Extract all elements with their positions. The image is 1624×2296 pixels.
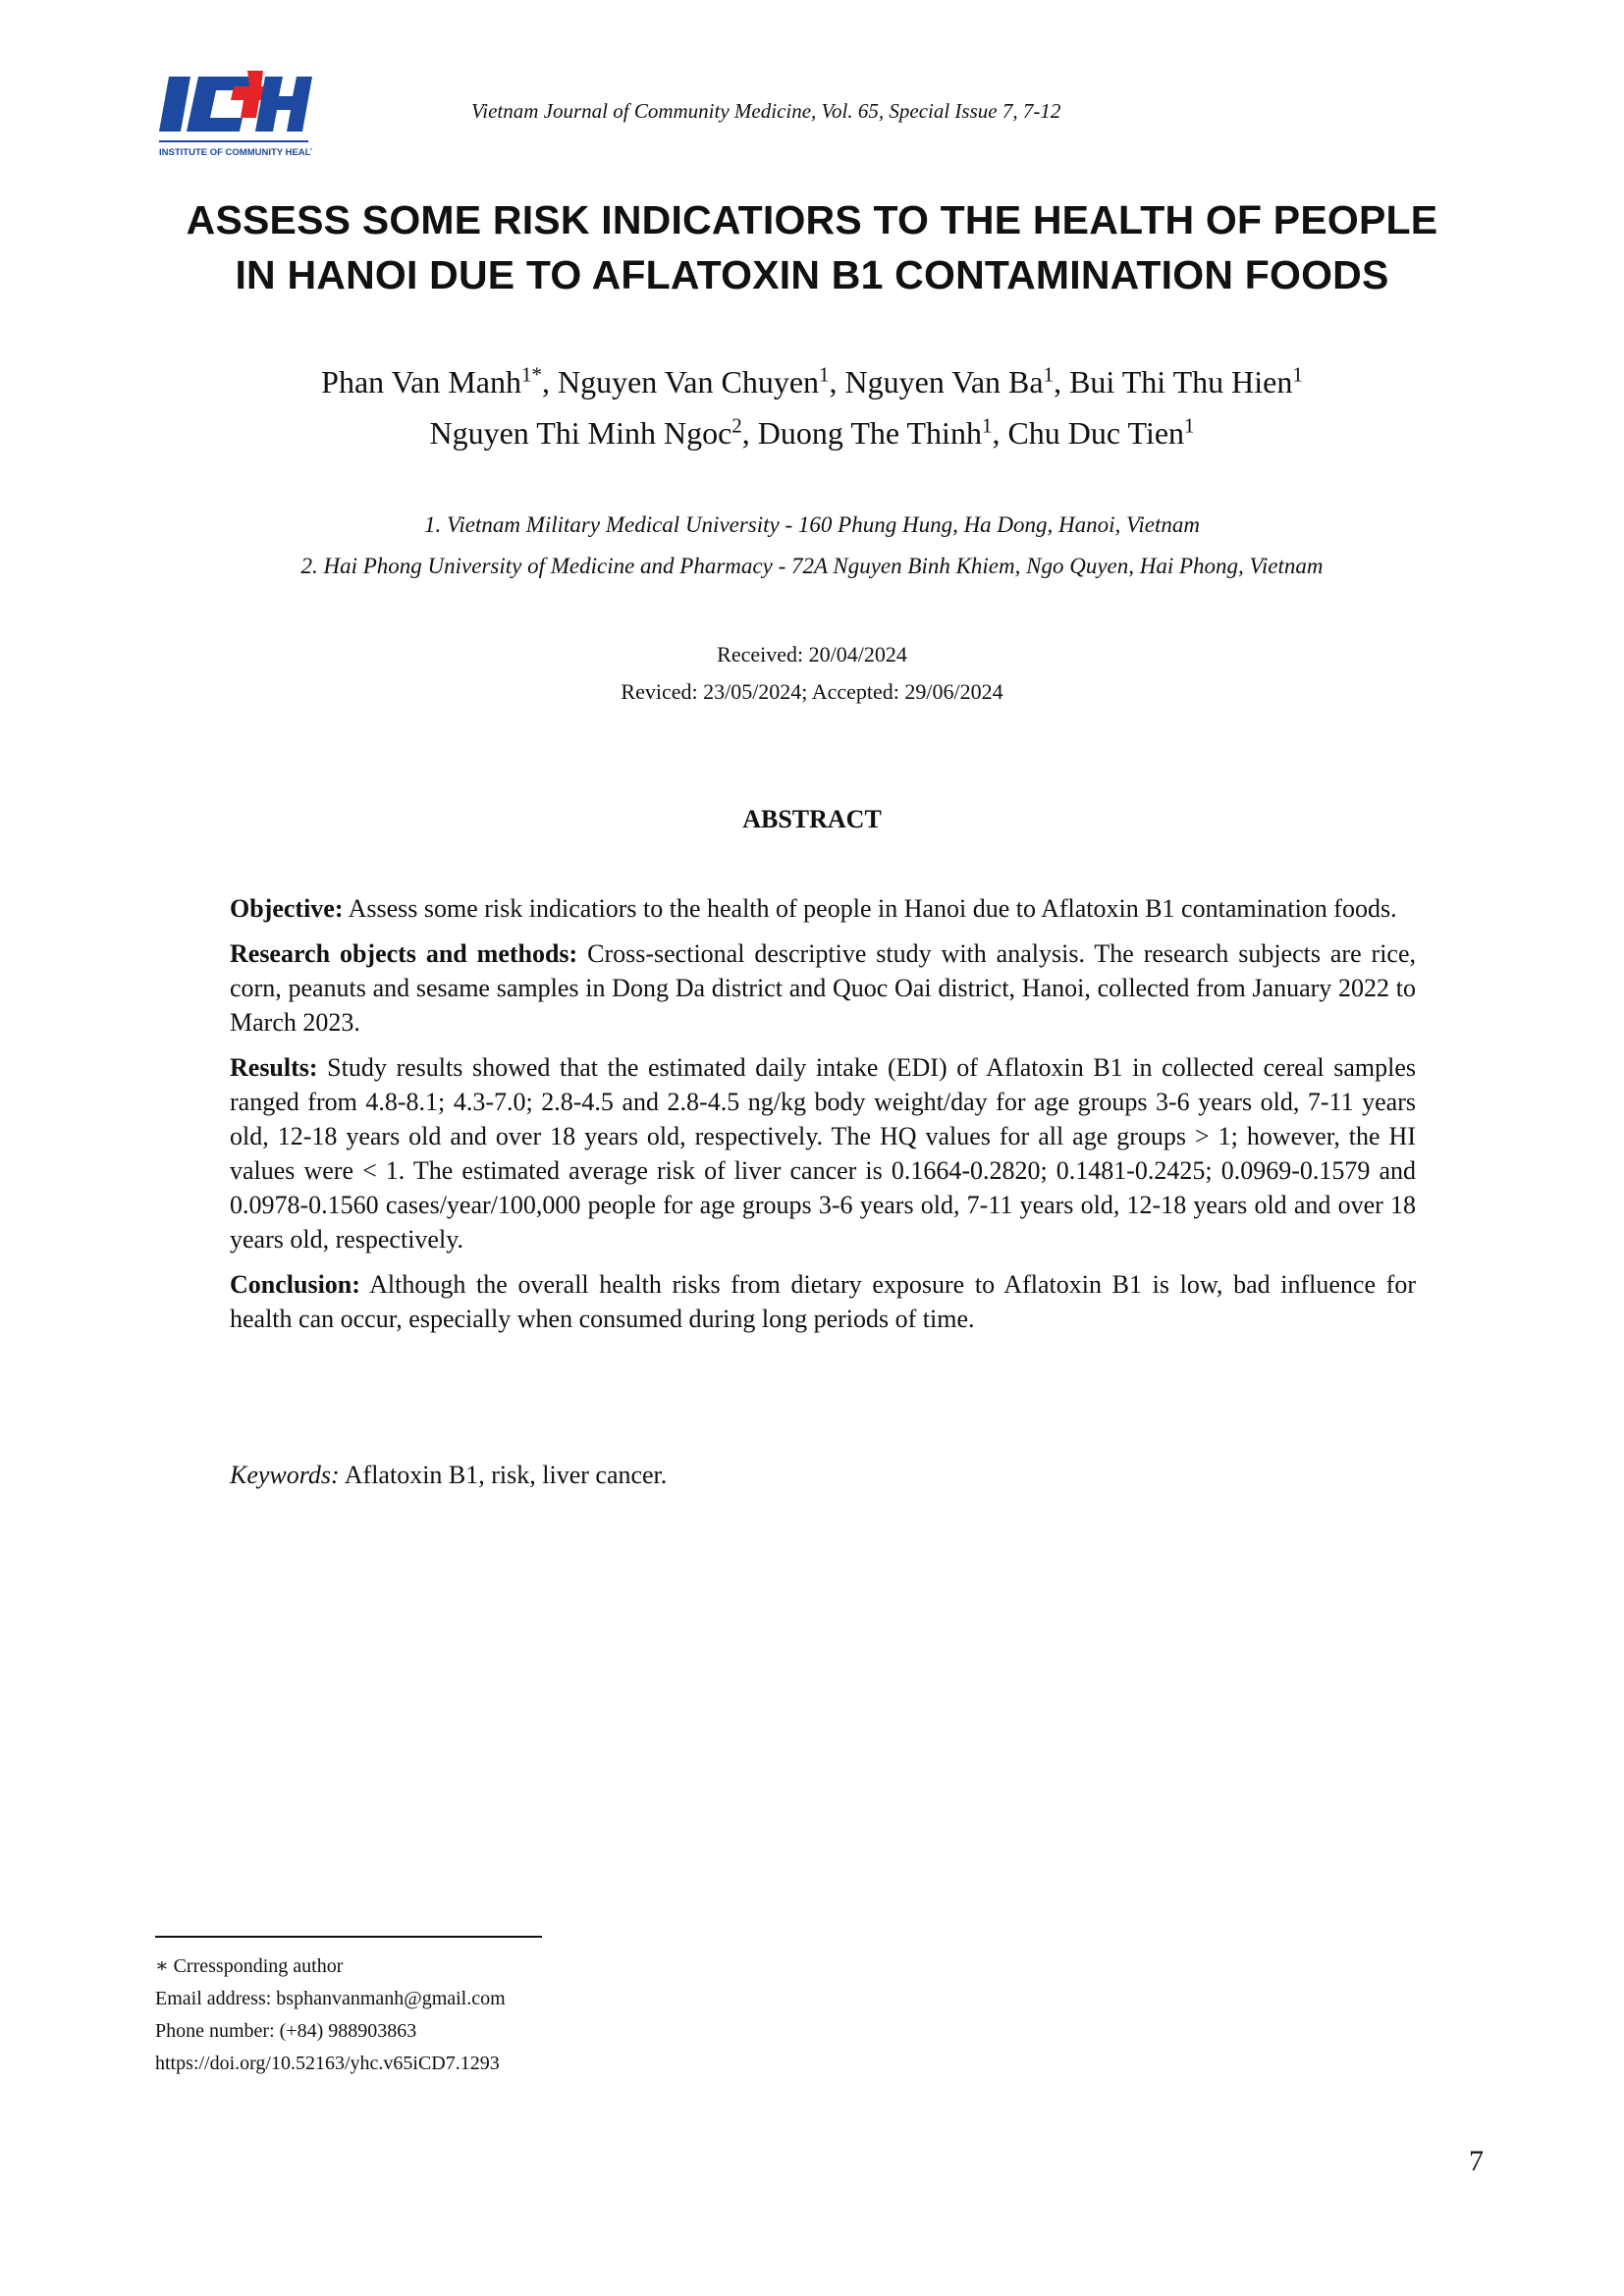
section-label: Objective: [230, 894, 344, 923]
affiliation-1: 1. Vietnam Military Medical University - 160 Phung Hung, Ha Dong, Hanoi, Vietnam [424, 512, 1200, 537]
keywords-text: Aflatoxin B1, risk, liver cancer. [339, 1461, 668, 1489]
received-date: Received: 20/04/2024 [717, 642, 907, 667]
paper-title [0, 192, 1624, 302]
author-affiliation-mark: 1* [520, 362, 542, 387]
author-list [0, 356, 1624, 458]
doi-link[interactable]: https://doi.org/10.52163/yhc.v65iCD7.1293 [155, 2053, 500, 2074]
section-text: Study results showed that the estimated daily intake (EDI) of Aflatoxin B1 in collected cereal samples ranged from 4.8-8.1; 4.3-7.0; 2.8-4.5 and 2.8-4.5 ng/kg body weight/day for age groups 3-6 years old, 7-11 years old, 12-18 years old and over 18 years old, respectively. The HQ values for all age groups > 1; however, the HI values were < 1. The estimated average risk of liver cancer is 0.1664-0.2820; 0.1481-0.2425; 0.0969-0.1579 and 0.0978-0.1560 cases/year/100,000 people for age groups 3-6 years old, 7-11 years old, 12-18 years old and over 18 years old, respectively. [230, 1053, 1416, 1254]
section-text: Although the overall health risks from dietary exposure to Aflatoxin B1 is low, bad influence for health can occur, especially when consumed during long periods of time. [230, 1270, 1416, 1333]
section-text: Assess some risk indicatiors to the health of people in Hanoi due to Aflatoxin B1 contamination foods. [343, 894, 1397, 923]
section-label: Research objects and methods: [230, 939, 578, 968]
footnote-divider [155, 1936, 542, 1938]
author-affiliation-mark: 1 [1292, 362, 1303, 387]
abstract-body [230, 891, 1416, 1347]
abstract-results [230, 1050, 1416, 1256]
keywords-label: Keywords: [230, 1461, 340, 1489]
author-name: Duong The Thinh [757, 415, 982, 451]
footnotes [155, 1950, 506, 2080]
author-affiliation-mark: 1 [819, 362, 830, 387]
phone-number: Phone number: (+84) 988903863 [155, 2020, 417, 2042]
author-separator: , [992, 415, 1008, 451]
page-number: 7 [1469, 2145, 1484, 2177]
section-label: Conclusion: [230, 1270, 360, 1299]
author-affiliation-mark: 1 [1184, 413, 1195, 438]
corresponding-author-note: ∗ Crressponding author [155, 1955, 344, 1977]
email-address: Email address: bsphanvanmanh@gmail.com [155, 1988, 506, 2009]
author-name: Phan Van Manh [321, 364, 521, 400]
keywords [230, 1461, 667, 1490]
author-line-1 [0, 356, 1624, 407]
logo-caption: INSTITUTE OF COMMUNITY HEALTH [159, 147, 312, 158]
abstract-conclusion [230, 1267, 1416, 1336]
author-affiliation-mark: 2 [731, 413, 742, 438]
author-separator: , [1054, 364, 1070, 400]
author-separator: , [541, 364, 558, 400]
author-affiliation-mark: 1 [1043, 362, 1055, 387]
affiliation-2: 2. Hai Phong University of Medicine and Pharmacy - 72A Nguyen Binh Khiem, Ngo Quyen, Hai Phong, Vietnam [300, 554, 1324, 578]
title-line-1: ASSESS SOME RISK INDICATIORS TO THE HEALTH OF PEOPLE [186, 197, 1438, 242]
journal-running-head: Vietnam Journal of Community Medicine, Vol. 65, Special Issue 7, 7-12 [471, 99, 1061, 123]
author-name: Nguyen Van Chuyen [557, 364, 820, 400]
revised-accepted-date: Reviced: 23/05/2024; Accepted: 29/06/2024 [621, 679, 1003, 704]
author-affiliation-mark: 1 [981, 413, 993, 438]
section-label: Results: [230, 1053, 318, 1082]
author-separator: , [741, 415, 758, 451]
author-name: Nguyen Van Ba [844, 364, 1044, 400]
institute-logo [155, 69, 312, 159]
ich-logo-icon [155, 69, 312, 159]
abstract-heading: ABSTRACT [742, 805, 882, 833]
author-name: Chu Duc Tien [1007, 415, 1185, 451]
author-line-2 [0, 407, 1624, 458]
title-line-2: IN HANOI DUE TO AFLATOXIN B1 CONTAMINATION FOODS [235, 252, 1389, 297]
author-name: Bui Thi Thu Hien [1069, 364, 1293, 400]
author-separator: , [829, 364, 845, 400]
abstract-methods [230, 936, 1416, 1040]
author-name: Nguyen Thi Minh Ngoc [429, 415, 732, 451]
abstract-objective [230, 891, 1416, 926]
section-text: Cross-sectional descriptive study with analysis. The research subjects are rice, corn, peanuts and sesame samples in Dong Da district and Quoc Oai district, Hanoi, collected from January 2022 to March 2023. [230, 939, 1416, 1037]
